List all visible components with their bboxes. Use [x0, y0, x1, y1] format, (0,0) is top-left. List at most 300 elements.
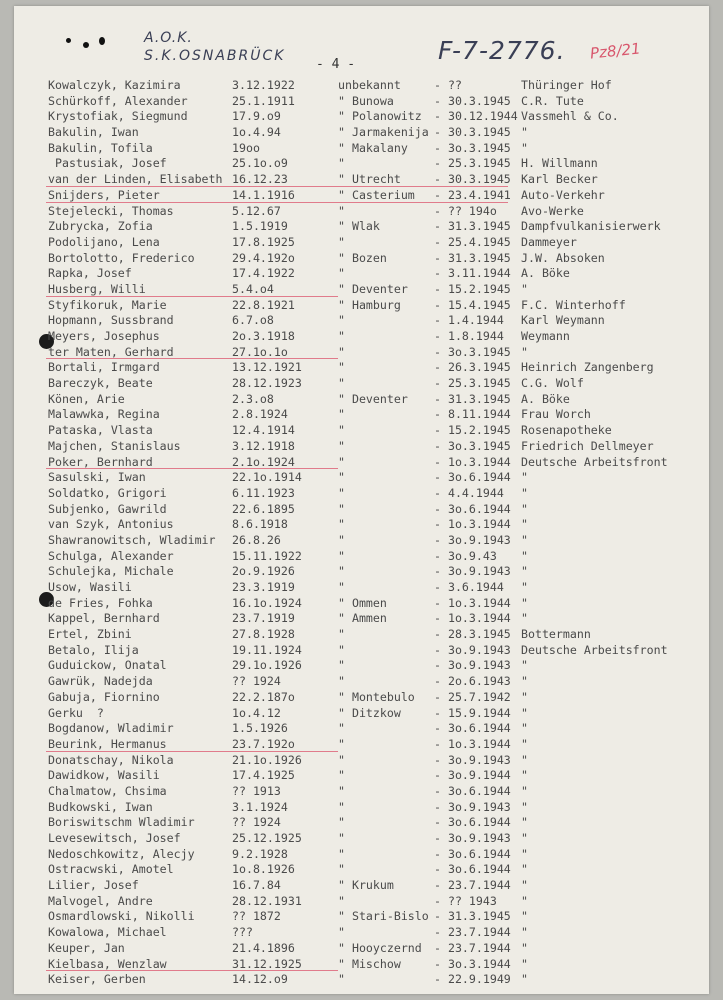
row-date: - 22.9.1949	[434, 972, 511, 987]
row-name: Husberg, Willi	[48, 281, 146, 296]
row-place: " Ditzkow	[338, 705, 401, 720]
row-employer: "	[521, 689, 528, 704]
row-name: Donatschay, Nikola	[48, 752, 174, 767]
row-birth: 16.7.84	[232, 878, 281, 893]
row-place: " Mischow	[338, 956, 401, 971]
row-name: Hopmann, Sussbrand	[48, 313, 174, 328]
row-name: Schulga, Alexander	[48, 548, 174, 563]
row-birth: 12.4.1914	[232, 423, 295, 438]
list-row	[48, 502, 708, 518]
row-birth: ???	[232, 925, 253, 940]
row-place: " Bozen	[338, 250, 387, 265]
row-employer: C.R. Tute	[521, 93, 584, 108]
row-place: "	[338, 721, 345, 736]
row-birth: 13.12.1921	[232, 360, 302, 375]
row-date: - 3o.9.1943	[434, 658, 511, 673]
row-date: - ?? 194o	[434, 203, 497, 218]
row-name: Betalo, Ilija	[48, 642, 139, 657]
row-date: - 3o.3.1945	[434, 344, 511, 359]
row-name: Pataska, Vlasta	[48, 423, 153, 438]
row-place: "	[338, 658, 345, 673]
file-number: F-7-2776.	[438, 36, 566, 65]
row-place: " Wlak	[338, 219, 380, 234]
row-employer: "	[521, 580, 528, 594]
list-row	[48, 219, 708, 235]
row-birth: 6.11.1923	[232, 485, 295, 500]
row-place: " Jarmakenija	[338, 125, 429, 140]
row-date: - 25.3.1945	[434, 376, 511, 391]
row-employer: "	[521, 893, 528, 908]
list-row	[48, 815, 708, 831]
row-name: van Szyk, Antonius	[48, 517, 174, 532]
row-employer: Auto-Verkehr	[521, 187, 605, 202]
row-place: "	[338, 313, 345, 328]
row-name: Meyers, Josephus	[48, 329, 160, 343]
row-name: Bortolotto, Frederico	[48, 250, 195, 265]
row-employer: "	[521, 501, 528, 516]
row-date: - 3o.9.1943	[434, 642, 511, 657]
row-birth: 22.8.1921	[232, 297, 295, 312]
row-birth: 2o.9.1926	[232, 564, 295, 579]
row-date: - 30.3.1945	[434, 172, 511, 187]
list-row	[48, 486, 708, 502]
row-employer: A. Böke	[521, 266, 570, 281]
row-date: - 23.7.1944	[434, 925, 511, 940]
row-birth: 19.11.1924	[232, 642, 302, 657]
row-date: - 3o.3.1944	[434, 956, 511, 971]
row-employer: "	[521, 532, 528, 547]
list-row	[48, 611, 708, 627]
row-date: - 1o.3.1944	[434, 595, 511, 610]
row-name: Dawidkow, Wasili	[48, 768, 160, 783]
row-place: "	[338, 423, 345, 438]
row-birth: 28.12.1923	[232, 376, 302, 391]
row-place: " Hamburg	[338, 297, 401, 312]
row-date: - 30.3.1945	[434, 125, 511, 140]
list-row	[48, 658, 708, 674]
row-name: Podolijano, Lena	[48, 234, 160, 249]
row-place: " Utrecht	[338, 172, 401, 187]
document-page	[14, 6, 709, 994]
row-name: Kappel, Bernhard	[48, 611, 160, 626]
list-row	[48, 533, 708, 549]
row-place: " Ommen	[338, 595, 387, 610]
row-place: "	[338, 736, 345, 751]
list-row	[48, 894, 708, 910]
list-row	[48, 564, 708, 580]
list-row	[48, 141, 708, 157]
list-row	[48, 596, 708, 612]
row-date: - 15.9.1944	[434, 705, 511, 720]
row-employer: Heinrich Zangenberg	[521, 360, 654, 375]
row-name: Snijders, Pieter	[48, 187, 160, 202]
row-date: - 3o.6.1944	[434, 470, 511, 485]
row-place: "	[338, 517, 345, 532]
row-employer: "	[521, 564, 528, 579]
row-name: Malawwka, Regina	[48, 407, 160, 422]
row-birth: 28.12.1931	[232, 893, 302, 908]
row-employer: Frau Worch	[521, 407, 591, 422]
row-name: Boriswitschm Wladimir	[48, 815, 195, 830]
row-employer: J.W. Absoken	[521, 250, 605, 265]
row-date: - 23.7.1944	[434, 940, 511, 955]
row-birth: 1o.4.12	[232, 705, 281, 720]
list-row	[48, 407, 708, 423]
list-row	[48, 768, 708, 784]
list-row	[48, 721, 708, 737]
row-birth: 21.1o.1926	[232, 752, 302, 767]
row-date: - 3o.9.1943	[434, 831, 511, 845]
row-birth: 5.12.67	[232, 203, 281, 218]
row-date: - 23.7.1944	[434, 878, 511, 893]
row-name: Lilier, Josef	[48, 878, 139, 893]
row-name: Levesewitsch, Josef	[48, 831, 181, 845]
row-employer: Dampfvulkanisierwerk	[521, 219, 661, 234]
row-birth: 31.12.1925	[232, 956, 302, 971]
list-row	[48, 172, 708, 188]
list-row	[48, 329, 708, 345]
list-row	[48, 313, 708, 329]
row-date: - 3.6.1944	[434, 580, 504, 594]
row-date: - 30.3.1945	[434, 93, 511, 108]
row-employer: "	[521, 344, 528, 359]
list-row	[48, 972, 708, 988]
row-date: - ??	[434, 78, 462, 92]
row-date: - 1.4.1944	[434, 313, 504, 328]
row-employer: "	[521, 783, 528, 798]
row-name: Gawrük, Nadejda	[48, 674, 153, 689]
row-birth: 8.6.1918	[232, 517, 288, 532]
row-birth: 19oo	[232, 140, 260, 155]
row-name: Kowalczyk, Kazimira	[48, 78, 181, 92]
row-date: - 31.3.1945	[434, 391, 511, 406]
row-place: "	[338, 831, 345, 845]
row-name: Schulejka, Michale	[48, 564, 174, 579]
row-birth: 17.4.1922	[232, 266, 295, 281]
row-birth: 3.1.1924	[232, 799, 288, 814]
row-date: - 1o.3.1944	[434, 454, 511, 469]
row-date: - 31.3.1945	[434, 219, 511, 234]
row-name: Gabuja, Fiornino	[48, 689, 160, 704]
row-employer: "	[521, 658, 528, 673]
row-name: Bareczyk, Beate	[48, 376, 153, 391]
row-date: - 15.2.1945	[434, 423, 511, 438]
row-date: - 25.3.1945	[434, 156, 511, 171]
row-place: "	[338, 532, 345, 547]
row-employer: Deutsche Arbeitsfront	[521, 642, 668, 657]
list-row	[48, 235, 708, 251]
row-birth: 23.7.192o	[232, 736, 295, 751]
list-row	[48, 298, 708, 314]
row-place: "	[338, 862, 345, 877]
row-place: "	[338, 360, 345, 375]
row-employer: "	[521, 925, 528, 940]
row-place: "	[338, 783, 345, 798]
row-place: unbekannt	[338, 78, 401, 92]
row-birth: 26.8.26	[232, 532, 281, 547]
row-name: Bogdanow, Wladimir	[48, 721, 174, 736]
row-place: "	[338, 846, 345, 861]
row-employer: "	[521, 799, 528, 814]
row-place: "	[338, 376, 345, 391]
row-name: van der Linden, Elisabeth	[48, 172, 223, 187]
row-birth: 29.1o.1926	[232, 658, 302, 673]
row-employer: "	[521, 736, 528, 751]
row-date: - 23.4.1941	[434, 187, 511, 202]
row-birth: 22.6.1895	[232, 501, 295, 516]
row-place: " Deventer	[338, 391, 408, 406]
row-employer: "	[521, 972, 528, 987]
row-birth: ?? 1913	[232, 783, 281, 798]
row-name: Soldatko, Grigori	[48, 485, 167, 500]
row-name: Guduickow, Onatal	[48, 658, 167, 673]
row-birth: 17.9.o9	[232, 109, 281, 124]
row-date: - 1o.3.1944	[434, 611, 511, 626]
row-name: Kielbasa, Wenzlaw	[48, 956, 167, 971]
row-employer: "	[521, 862, 528, 877]
ink-dot	[83, 42, 89, 48]
row-date: - 3o.9.1943	[434, 799, 511, 814]
row-place: " Casterium	[338, 187, 415, 202]
row-name: Chalmatow, Chsima	[48, 783, 167, 798]
row-date: - 3o.3.1945	[434, 438, 511, 453]
row-employer: Weymann	[521, 329, 570, 343]
row-place: " Deventer	[338, 281, 408, 296]
row-date: - 15.2.1945	[434, 281, 511, 296]
row-employer: "	[521, 909, 528, 924]
row-birth: 3.12.1922	[232, 78, 295, 92]
list-row	[48, 831, 708, 847]
row-date: - 30.12.1944	[434, 109, 518, 124]
row-name: Keuper, Jan	[48, 940, 125, 955]
row-place: "	[338, 925, 345, 940]
row-date: - ?? 1943	[434, 893, 497, 908]
row-place: " Makalany	[338, 140, 408, 155]
row-name: Shawranowitsch, Wladimir	[48, 532, 216, 547]
row-employer: "	[521, 611, 528, 626]
row-date: - 1o.3.1944	[434, 517, 511, 532]
row-name: Beurink, Hermanus	[48, 736, 167, 751]
row-date: - 3o.3.1945	[434, 140, 511, 155]
list-row	[48, 251, 708, 267]
row-date: - 31.3.1945	[434, 909, 511, 924]
row-date: - 1.8.1944	[434, 329, 504, 343]
row-employer: Rosenapotheke	[521, 423, 612, 438]
row-place: " Polanowitz	[338, 109, 422, 124]
row-date: - 25.7.1942	[434, 689, 511, 704]
row-employer: "	[521, 281, 528, 296]
row-employer: Vassmehl & Co.	[521, 109, 619, 124]
list-row	[48, 517, 708, 533]
row-date: - 3o.6.1944	[434, 815, 511, 830]
list-row	[48, 957, 708, 973]
row-birth: 3.12.1918	[232, 438, 295, 453]
row-employer: Friedrich Dellmeyer	[521, 438, 654, 453]
row-name: Sasulski, Iwan	[48, 470, 146, 485]
list-row	[48, 941, 708, 957]
row-date: - 15.4.1945	[434, 297, 511, 312]
list-row	[48, 470, 708, 486]
row-employer: "	[521, 705, 528, 720]
row-name: Ostracwski, Amotel	[48, 862, 174, 877]
row-employer: "	[521, 956, 528, 971]
row-birth: 1o.8.1926	[232, 862, 295, 877]
row-name: Usow, Wasili	[48, 580, 132, 594]
row-place: "	[338, 815, 345, 830]
list-row	[48, 188, 708, 204]
row-employer: "	[521, 470, 528, 485]
row-name: Keiser, Gerben	[48, 972, 146, 987]
list-row	[48, 266, 708, 282]
row-place: "	[338, 438, 345, 453]
list-row	[48, 706, 708, 722]
row-employer: "	[521, 815, 528, 830]
row-employer: "	[521, 878, 528, 893]
row-birth: 21.4.1896	[232, 940, 295, 955]
row-place: " Stari-Bislo	[338, 909, 429, 924]
row-employer: "	[521, 485, 528, 500]
row-date: - 3o.6.1944	[434, 721, 511, 736]
row-birth: 17.4.1925	[232, 768, 295, 783]
list-row	[48, 737, 708, 753]
list-row	[48, 94, 708, 110]
list-row	[48, 909, 708, 925]
row-employer: Bottermann	[521, 627, 591, 642]
row-place: "	[338, 485, 345, 500]
row-birth: 27.8.1928	[232, 627, 295, 642]
list-row	[48, 78, 708, 94]
row-birth: 9.2.1928	[232, 846, 288, 861]
row-place: "	[338, 799, 345, 814]
row-employer: Karl Becker	[521, 172, 598, 187]
row-date: - 3o.6.1944	[434, 783, 511, 798]
list-row	[48, 376, 708, 392]
row-birth: 5.4.o4	[232, 281, 274, 296]
row-name: Pastusiak, Josef	[48, 156, 167, 171]
row-date: - 26.3.1945	[434, 360, 511, 375]
row-date: - 3o.9.43	[434, 548, 497, 563]
list-row	[48, 800, 708, 816]
row-employer: Deutsche Arbeitsfront	[521, 454, 668, 469]
row-name: Schürkoff, Alexander	[48, 93, 188, 108]
list-row	[48, 753, 708, 769]
row-birth: 17.8.1925	[232, 234, 295, 249]
row-date: - 3o.9.1943	[434, 532, 511, 547]
row-birth: 14.1.1916	[232, 187, 295, 202]
row-employer: "	[521, 846, 528, 861]
person-list	[48, 78, 708, 988]
row-birth: ?? 1924	[232, 674, 281, 689]
row-date: - 4.4.1944	[434, 485, 504, 500]
row-birth: 23.7.1919	[232, 611, 295, 626]
row-place: "	[338, 344, 345, 359]
row-employer: "	[521, 548, 528, 563]
row-name: ter Maten, Gerhard	[48, 344, 174, 359]
row-name: Malvogel, Andre	[48, 893, 153, 908]
list-row	[48, 643, 708, 659]
row-name: de Fries, Fohka	[48, 595, 153, 610]
list-row	[48, 847, 708, 863]
row-birth: 23.3.1919	[232, 580, 295, 594]
row-name: Subjenko, Gawrild	[48, 501, 167, 516]
row-place: "	[338, 234, 345, 249]
row-name: Bakulin, Iwan	[48, 125, 139, 140]
row-employer: "	[521, 674, 528, 689]
row-name: Majchen, Stanislaus	[48, 438, 181, 453]
row-employer: A. Böke	[521, 391, 570, 406]
row-name: Kowalowa, Michael	[48, 925, 167, 940]
row-employer: "	[521, 721, 528, 736]
row-employer: "	[521, 517, 528, 532]
row-date: - 8.11.1944	[434, 407, 511, 422]
row-employer: Dammeyer	[521, 234, 577, 249]
row-employer: Avo-Werke	[521, 203, 584, 218]
list-row	[48, 925, 708, 941]
row-name: Bortali, Irmgard	[48, 360, 160, 375]
row-name: Rapka, Josef	[48, 266, 132, 281]
row-place: "	[338, 627, 345, 642]
page-number: - 4 -	[316, 57, 356, 72]
row-birth: 25.1o.o9	[232, 156, 288, 171]
row-birth: 2o.3.1918	[232, 329, 295, 343]
list-row	[48, 282, 708, 298]
row-date: - 3o.6.1944	[434, 501, 511, 516]
row-date: - 3o.9.1943	[434, 752, 511, 767]
row-name: Ertel, Zbini	[48, 627, 132, 642]
row-date: - 3o.9.1943	[434, 564, 511, 579]
row-name: Krystofiak, Siegmund	[48, 109, 188, 124]
row-date: - 31.3.1945	[434, 250, 511, 265]
list-row	[48, 627, 708, 643]
row-employer: "	[521, 940, 528, 955]
list-row	[48, 204, 708, 220]
list-row	[48, 549, 708, 565]
list-row	[48, 784, 708, 800]
row-employer: "	[521, 752, 528, 767]
row-birth: 2.3.o8	[232, 391, 274, 406]
row-date: - 1o.3.1944	[434, 736, 511, 751]
row-name: Könen, Arie	[48, 391, 125, 406]
row-place: " Bunowa	[338, 93, 394, 108]
list-row	[48, 345, 708, 361]
list-row	[48, 423, 708, 439]
list-row	[48, 125, 708, 141]
row-name: Zubrycka, Zofia	[48, 219, 153, 234]
list-row	[48, 455, 708, 471]
list-row	[48, 878, 708, 894]
row-birth: 1.5.1919	[232, 219, 288, 234]
row-place: "	[338, 642, 345, 657]
row-date: - 28.3.1945	[434, 627, 511, 642]
row-place: "	[338, 752, 345, 767]
row-employer: Thüringer Hof	[521, 78, 612, 92]
header-aok: A.O.K.	[144, 30, 193, 46]
row-employer: "	[521, 140, 528, 155]
row-birth: 22.1o.1914	[232, 470, 302, 485]
row-date: - 3o.6.1944	[434, 862, 511, 877]
row-birth: 2.8.1924	[232, 407, 288, 422]
row-employer: C.G. Wolf	[521, 376, 584, 391]
row-employer: "	[521, 831, 528, 845]
row-birth: ?? 1924	[232, 815, 281, 830]
row-place: "	[338, 407, 345, 422]
ink-dot	[99, 37, 105, 45]
header-city: S.K.OSNABRÜCK	[144, 48, 286, 64]
row-birth: 27.1o.1o	[232, 344, 288, 359]
row-place: " Ammen	[338, 611, 387, 626]
row-employer: H. Willmann	[521, 156, 598, 171]
list-row	[48, 156, 708, 172]
